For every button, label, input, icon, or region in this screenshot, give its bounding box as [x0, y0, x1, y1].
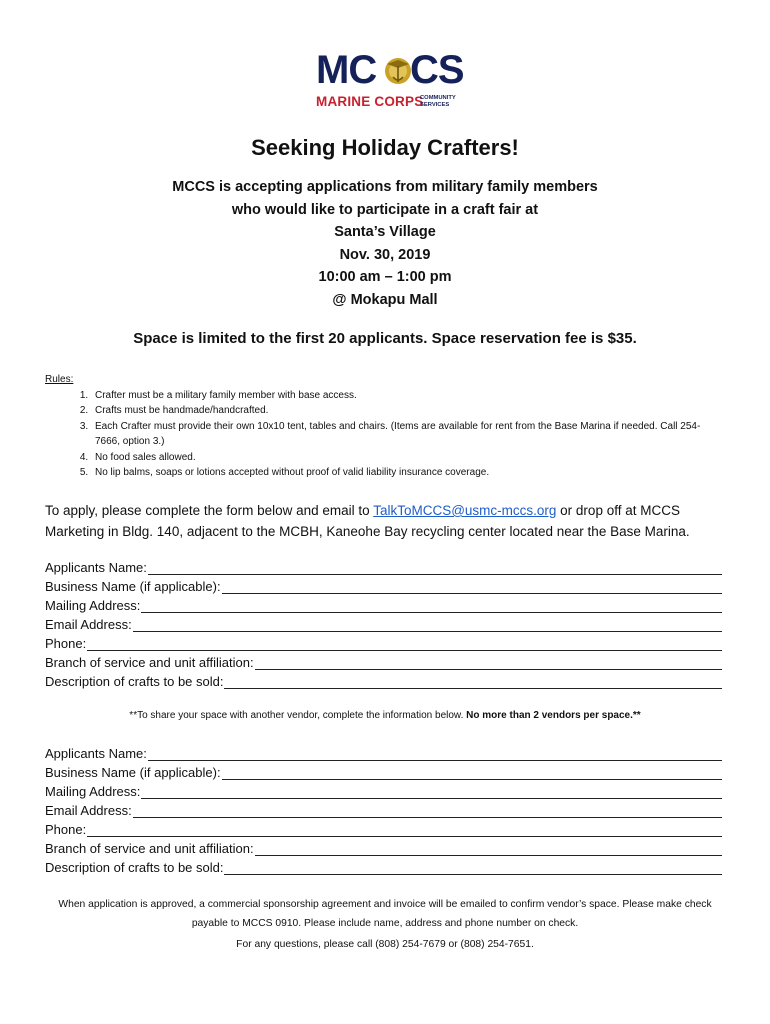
- crafts-description-row: [45, 670, 722, 689]
- rules-heading: Rules:: [45, 374, 74, 385]
- field-label: Description of crafts to be sold:: [45, 860, 224, 875]
- intro-block: [0, 176, 770, 311]
- share-limit: No more than 2 vendors per space.**: [466, 710, 641, 721]
- rule-item: 2. Crafts must be handmade/handcrafted.: [91, 403, 725, 419]
- business-name-field[interactable]: [222, 766, 722, 780]
- field-label: Mailing Address:: [45, 784, 141, 799]
- intro-line: MCCS is accepting applications from military family members: [172, 179, 598, 195]
- logo-community-services: [420, 95, 456, 108]
- branch-row: [45, 651, 722, 670]
- mailing-address-field[interactable]: [141, 785, 722, 799]
- phone-field[interactable]: [87, 637, 722, 651]
- applicant-name-field[interactable]: [148, 747, 722, 761]
- mailing-address-row: [45, 594, 722, 613]
- email-address-row: [45, 613, 722, 632]
- intro-line: Santa’s Village: [334, 224, 436, 240]
- crafts-description-row: [45, 856, 722, 875]
- intro-line: who would like to participate in a craft fair at: [231, 201, 539, 218]
- intro-line: @ Mokapu Mall: [332, 291, 438, 308]
- page-title: Seeking Holiday Crafters!: [251, 135, 519, 160]
- phone-row: [45, 818, 722, 837]
- field-label: Email Address:: [45, 803, 132, 818]
- branch-field[interactable]: [255, 656, 722, 670]
- second-vendor-form: [45, 742, 722, 875]
- mccs-logo: [314, 50, 464, 116]
- apply-instructions: [45, 500, 725, 542]
- approval-note: When application is approved, a commercial sponsorship agreement and invoice will be emailed to confirm vendor’s space. Please make check payable to MCCS 0910. Please include name, address and phone number on check.: [58, 899, 712, 929]
- rule-item: 1. Crafter must be a military family member with base access.: [91, 388, 725, 404]
- field-label: Business Name (if applicable):: [45, 765, 221, 780]
- field-label: Branch of service and unit affiliation:: [45, 841, 254, 856]
- applicant-name-row: [45, 556, 722, 575]
- business-name-row: [45, 575, 722, 594]
- email-link[interactable]: TalkToMCCS@usmc-mccs.org: [373, 503, 557, 518]
- field-label: Branch of service and unit affiliation:: [45, 655, 254, 670]
- logo-services: SERVICES: [420, 101, 450, 108]
- field-label: Applicants Name:: [45, 746, 147, 761]
- intro-line: 10:00 am – 1:00 pm: [318, 269, 452, 285]
- rule-item: 5. No lip balms, soaps or lotions accepted without proof of valid liability insurance coverage.: [91, 465, 725, 481]
- apply-text-before: To apply, please complete the form below and email to: [45, 503, 374, 518]
- logo-marine-corps: MARINE CORPS: [316, 94, 424, 109]
- space-limit-notice: Space is limited to the first 20 applicants. Space reservation fee is $35.: [133, 330, 637, 347]
- crafts-description-field[interactable]: [224, 861, 722, 875]
- branch-field[interactable]: [255, 842, 722, 856]
- logo-text-cs: CS: [410, 48, 464, 92]
- contact-note: For any questions, please call (808) 254-7679 or (808) 254-7651.: [236, 939, 534, 950]
- logo-text-mc: MC: [316, 48, 377, 92]
- branch-row: [45, 837, 722, 856]
- phone-field[interactable]: [87, 823, 722, 837]
- applicant-name-row: [45, 742, 722, 761]
- applicant-name-field[interactable]: [148, 561, 722, 575]
- share-text: **To share your space with another vendor, complete the information below.: [129, 710, 467, 721]
- applicant-form: [45, 556, 722, 689]
- field-label: Phone:: [45, 636, 87, 651]
- phone-row: [45, 632, 722, 651]
- email-address-row: [45, 799, 722, 818]
- field-label: Email Address:: [45, 617, 132, 632]
- mailing-address-row: [45, 780, 722, 799]
- rules-list: [45, 388, 725, 481]
- rule-item: 4. No food sales allowed.: [91, 450, 725, 466]
- business-name-row: [45, 761, 722, 780]
- intro-line: Nov. 30, 2019: [339, 246, 431, 263]
- field-label: Business Name (if applicable):: [45, 579, 221, 594]
- apply-text-after: or drop off at MCCS Marketing in Bldg. 140, adjacent to the MCBH, Kaneohe Bay recycling center located near the Base Marina.: [45, 503, 690, 539]
- eagle-globe-anchor-icon: [383, 56, 413, 86]
- business-name-field[interactable]: [222, 580, 722, 594]
- email-address-field[interactable]: [133, 804, 722, 818]
- rule-item: 3. Each Crafter must provide their own 10x10 tent, tables and chairs. (Items are available for rent from the Base Marina if needed. Call 254-7666, option 3.): [91, 419, 725, 450]
- field-label: Phone:: [45, 822, 87, 837]
- crafts-description-field[interactable]: [224, 675, 722, 689]
- share-space-note: [0, 710, 770, 721]
- field-label: Applicants Name:: [45, 560, 147, 575]
- rules-section: [45, 372, 725, 481]
- field-label: Description of crafts to be sold:: [45, 674, 224, 689]
- mailing-address-field[interactable]: [141, 599, 722, 613]
- field-label: Mailing Address:: [45, 598, 141, 613]
- email-address-field[interactable]: [133, 618, 722, 632]
- logo-community: COMMUNITY: [420, 95, 456, 101]
